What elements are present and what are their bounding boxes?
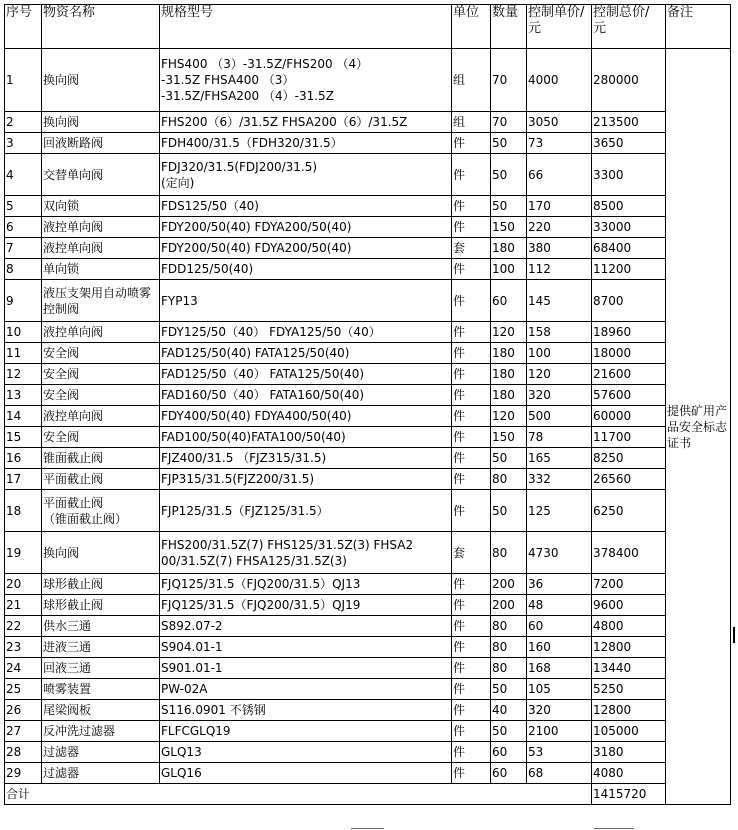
row-seq: 10 bbox=[5, 322, 42, 343]
table-row bbox=[5, 469, 731, 490]
row-unit: 套 bbox=[452, 238, 491, 259]
row-name: 球形截止阀 bbox=[42, 595, 160, 616]
table-row bbox=[5, 700, 731, 721]
row-spec: FAD125/50（40） FATA125/50(40) bbox=[160, 364, 452, 385]
row-total-price: 4080 bbox=[592, 763, 666, 784]
row-qty: 80 bbox=[491, 658, 527, 679]
row-seq: 14 bbox=[5, 406, 42, 427]
row-qty: 60 bbox=[491, 763, 527, 784]
row-unit: 件 bbox=[452, 742, 491, 763]
row-seq: 4 bbox=[5, 154, 42, 196]
row-unit-price: 145 bbox=[527, 280, 592, 322]
row-unit-price: 125 bbox=[527, 490, 592, 532]
row-name: 液控单向阀 bbox=[42, 217, 160, 238]
row-unit-price: 2100 bbox=[527, 721, 592, 742]
row-spec: FDJ320/31.5(FDJ200/31.5) (定向) bbox=[160, 154, 452, 196]
row-qty: 70 bbox=[491, 112, 527, 133]
row-name: 平面截止阀 （锥面截止阀） bbox=[42, 490, 160, 532]
row-unit: 件 bbox=[452, 154, 491, 196]
row-qty: 70 bbox=[491, 49, 527, 112]
row-name: 反冲洗过滤器 bbox=[42, 721, 160, 742]
row-seq: 15 bbox=[5, 427, 42, 448]
row-unit-price: 78 bbox=[527, 427, 592, 448]
row-unit-price: 380 bbox=[527, 238, 592, 259]
row-unit: 件 bbox=[452, 427, 491, 448]
row-name: 双向锁 bbox=[42, 196, 160, 217]
row-qty: 180 bbox=[491, 364, 527, 385]
total-row bbox=[5, 784, 731, 805]
table-body bbox=[5, 49, 731, 805]
row-qty: 40 bbox=[491, 700, 527, 721]
row-name: 球形截止阀 bbox=[42, 574, 160, 595]
row-unit: 件 bbox=[452, 322, 491, 343]
table-row bbox=[5, 133, 731, 154]
row-seq: 9 bbox=[5, 280, 42, 322]
row-unit-price: 3050 bbox=[527, 112, 592, 133]
row-unit: 件 bbox=[452, 469, 491, 490]
table-row bbox=[5, 490, 731, 532]
header-qty: 数量 bbox=[491, 5, 527, 49]
row-seq: 5 bbox=[5, 196, 42, 217]
row-unit: 件 bbox=[452, 595, 491, 616]
row-unit: 件 bbox=[452, 133, 491, 154]
row-spec: FYP13 bbox=[160, 280, 452, 322]
row-spec: FJZ400/31.5 （FJZ315/31.5) bbox=[160, 448, 452, 469]
row-total-price: 9600 bbox=[592, 595, 666, 616]
table-row bbox=[5, 406, 731, 427]
row-spec: FAD125/50(40) FATA125/50(40) bbox=[160, 343, 452, 364]
row-seq: 12 bbox=[5, 364, 42, 385]
row-seq: 11 bbox=[5, 343, 42, 364]
row-unit-price: 36 bbox=[527, 574, 592, 595]
row-total-price: 13440 bbox=[592, 658, 666, 679]
row-seq: 27 bbox=[5, 721, 42, 742]
row-name: 安全阀 bbox=[42, 385, 160, 406]
header-seq: 序号 bbox=[5, 5, 42, 49]
row-unit-price: 73 bbox=[527, 133, 592, 154]
row-qty: 60 bbox=[491, 280, 527, 322]
row-seq: 16 bbox=[5, 448, 42, 469]
row-spec: FJP125/31.5（FJZ125/31.5） bbox=[160, 490, 452, 532]
table-row bbox=[5, 322, 731, 343]
row-seq: 1 bbox=[5, 49, 42, 112]
remarks-cell: 提供矿用产品安全标志证书 bbox=[666, 49, 731, 805]
row-seq: 21 bbox=[5, 595, 42, 616]
row-unit-price: 120 bbox=[527, 364, 592, 385]
row-qty: 60 bbox=[491, 742, 527, 763]
row-total-price: 57600 bbox=[592, 385, 666, 406]
row-unit-price: 4730 bbox=[527, 532, 592, 574]
row-name: 尾梁阀板 bbox=[42, 700, 160, 721]
row-total-price: 8500 bbox=[592, 196, 666, 217]
header-spec: 规格型号 bbox=[160, 5, 452, 49]
row-spec: S904.01-1 bbox=[160, 637, 452, 658]
header-name: 物资名称 bbox=[42, 5, 160, 49]
row-qty: 120 bbox=[491, 322, 527, 343]
row-qty: 50 bbox=[491, 490, 527, 532]
row-spec: FDY200/50(40) FDYA200/50(40) bbox=[160, 217, 452, 238]
row-qty: 80 bbox=[491, 532, 527, 574]
row-qty: 120 bbox=[491, 406, 527, 427]
row-total-price: 12800 bbox=[592, 700, 666, 721]
table-row bbox=[5, 280, 731, 322]
row-name: 液控单向阀 bbox=[42, 322, 160, 343]
row-unit: 件 bbox=[452, 448, 491, 469]
row-qty: 50 bbox=[491, 679, 527, 700]
row-name: 平面截止阀 bbox=[42, 469, 160, 490]
row-unit: 件 bbox=[452, 385, 491, 406]
row-name: 进液三通 bbox=[42, 637, 160, 658]
row-total-price: 6250 bbox=[592, 490, 666, 532]
row-spec: PW-02A bbox=[160, 679, 452, 700]
table-row bbox=[5, 385, 731, 406]
row-unit: 件 bbox=[452, 616, 491, 637]
row-unit-price: 100 bbox=[527, 343, 592, 364]
row-unit-price: 165 bbox=[527, 448, 592, 469]
row-unit: 件 bbox=[452, 259, 491, 280]
row-spec: S116.0901 不锈钢 bbox=[160, 700, 452, 721]
row-name: 换向阀 bbox=[42, 112, 160, 133]
row-unit-price: 4000 bbox=[527, 49, 592, 112]
row-unit: 件 bbox=[452, 574, 491, 595]
table-row bbox=[5, 721, 731, 742]
row-name: 液压支架用自动喷雾控制阀 bbox=[42, 280, 160, 322]
row-total-price: 26560 bbox=[592, 469, 666, 490]
row-name: 喷雾装置 bbox=[42, 679, 160, 700]
row-seq: 22 bbox=[5, 616, 42, 637]
row-seq: 20 bbox=[5, 574, 42, 595]
row-seq: 6 bbox=[5, 217, 42, 238]
table-row bbox=[5, 742, 731, 763]
row-unit: 组 bbox=[452, 112, 491, 133]
row-seq: 29 bbox=[5, 763, 42, 784]
table-row bbox=[5, 364, 731, 385]
row-unit: 件 bbox=[452, 406, 491, 427]
table-row bbox=[5, 763, 731, 784]
row-unit-price: 158 bbox=[527, 322, 592, 343]
row-spec: FJQ125/31.5（FJQ200/31.5）QJ19 bbox=[160, 595, 452, 616]
row-total-price: 21600 bbox=[592, 364, 666, 385]
row-qty: 50 bbox=[491, 196, 527, 217]
total-label: 合计 bbox=[5, 784, 592, 805]
row-total-price: 7200 bbox=[592, 574, 666, 595]
materials-price-table bbox=[4, 4, 731, 805]
row-unit-price: 68 bbox=[527, 763, 592, 784]
row-total-price: 11700 bbox=[592, 427, 666, 448]
header-total-price: 控制总价/ 元 bbox=[592, 5, 666, 49]
row-unit: 件 bbox=[452, 343, 491, 364]
row-qty: 50 bbox=[491, 154, 527, 196]
row-spec: FDY400/50(40) FDYA400/50(40) bbox=[160, 406, 452, 427]
row-seq: 19 bbox=[5, 532, 42, 574]
total-value: 1415720 bbox=[592, 784, 666, 805]
row-unit: 件 bbox=[452, 280, 491, 322]
row-unit-price: 66 bbox=[527, 154, 592, 196]
row-seq: 25 bbox=[5, 679, 42, 700]
row-seq: 23 bbox=[5, 637, 42, 658]
row-spec: FAD100/50(40)FATA100/50(40) bbox=[160, 427, 452, 448]
row-name: 液控单向阀 bbox=[42, 238, 160, 259]
table-row bbox=[5, 574, 731, 595]
row-spec: GLQ16 bbox=[160, 763, 452, 784]
row-spec: FDY200/50(40) FDYA200/50(40) bbox=[160, 238, 452, 259]
row-seq: 26 bbox=[5, 700, 42, 721]
row-unit: 件 bbox=[452, 637, 491, 658]
footer-rule bbox=[594, 828, 634, 829]
row-seq: 24 bbox=[5, 658, 42, 679]
row-name: 回液断路阀 bbox=[42, 133, 160, 154]
table-row bbox=[5, 259, 731, 280]
row-name: 单向锁 bbox=[42, 259, 160, 280]
row-unit-price: 112 bbox=[527, 259, 592, 280]
row-spec: FDD125/50(40) bbox=[160, 259, 452, 280]
row-total-price: 12800 bbox=[592, 637, 666, 658]
table-row bbox=[5, 49, 731, 112]
row-qty: 180 bbox=[491, 385, 527, 406]
row-seq: 13 bbox=[5, 385, 42, 406]
row-name: 供水三通 bbox=[42, 616, 160, 637]
row-seq: 2 bbox=[5, 112, 42, 133]
row-name: 换向阀 bbox=[42, 532, 160, 574]
row-total-price: 105000 bbox=[592, 721, 666, 742]
row-unit: 件 bbox=[452, 196, 491, 217]
row-name: 安全阀 bbox=[42, 364, 160, 385]
table-row bbox=[5, 112, 731, 133]
row-unit: 套 bbox=[452, 532, 491, 574]
header-unit-price: 控制单价/ 元 bbox=[527, 5, 592, 49]
row-total-price: 8250 bbox=[592, 448, 666, 469]
row-total-price: 4800 bbox=[592, 616, 666, 637]
row-qty: 150 bbox=[491, 427, 527, 448]
table-row bbox=[5, 616, 731, 637]
row-unit-price: 160 bbox=[527, 637, 592, 658]
header-remarks: 备注 bbox=[666, 5, 731, 49]
row-name: 锥面截止阀 bbox=[42, 448, 160, 469]
row-qty: 180 bbox=[491, 343, 527, 364]
row-unit: 件 bbox=[452, 763, 491, 784]
row-qty: 200 bbox=[491, 574, 527, 595]
row-spec: GLQ13 bbox=[160, 742, 452, 763]
row-total-price: 378400 bbox=[592, 532, 666, 574]
row-spec: FJP315/31.5(FJZ200/31.5) bbox=[160, 469, 452, 490]
row-spec: FDH400/31.5（FDH320/31.5） bbox=[160, 133, 452, 154]
table-row bbox=[5, 448, 731, 469]
row-name: 安全阀 bbox=[42, 427, 160, 448]
row-unit-price: 170 bbox=[527, 196, 592, 217]
row-unit-price: 168 bbox=[527, 658, 592, 679]
row-name: 安全阀 bbox=[42, 343, 160, 364]
header-unit: 单位 bbox=[452, 5, 491, 49]
row-spec: FAD160/50（40） FATA160/50(40) bbox=[160, 385, 452, 406]
row-total-price: 60000 bbox=[592, 406, 666, 427]
table-row bbox=[5, 196, 731, 217]
row-unit-price: 53 bbox=[527, 742, 592, 763]
row-qty: 50 bbox=[491, 133, 527, 154]
row-total-price: 3650 bbox=[592, 133, 666, 154]
row-total-price: 18960 bbox=[592, 322, 666, 343]
row-spec: FLFCGLQ19 bbox=[160, 721, 452, 742]
table-row bbox=[5, 427, 731, 448]
row-qty: 150 bbox=[491, 217, 527, 238]
row-total-price: 280000 bbox=[592, 49, 666, 112]
row-spec: FDY125/50（40） FDYA125/50（40） bbox=[160, 322, 452, 343]
row-unit: 件 bbox=[452, 364, 491, 385]
table-row bbox=[5, 238, 731, 259]
row-unit: 件 bbox=[452, 658, 491, 679]
row-spec: FHS200（6）/31.5Z FHSA200（6）/31.5Z bbox=[160, 112, 452, 133]
row-unit-price: 48 bbox=[527, 595, 592, 616]
row-total-price: 3300 bbox=[592, 154, 666, 196]
row-total-price: 18000 bbox=[592, 343, 666, 364]
table-row bbox=[5, 658, 731, 679]
row-total-price: 11200 bbox=[592, 259, 666, 280]
row-total-price: 5250 bbox=[592, 679, 666, 700]
header-row bbox=[5, 5, 731, 49]
row-total-price: 8700 bbox=[592, 280, 666, 322]
row-seq: 7 bbox=[5, 238, 42, 259]
row-name: 过滤器 bbox=[42, 763, 160, 784]
table-row bbox=[5, 679, 731, 700]
row-spec: S901.01-1 bbox=[160, 658, 452, 679]
row-unit-price: 500 bbox=[527, 406, 592, 427]
table-row bbox=[5, 532, 731, 574]
row-seq: 8 bbox=[5, 259, 42, 280]
row-seq: 17 bbox=[5, 469, 42, 490]
table-row bbox=[5, 595, 731, 616]
row-total-price: 3180 bbox=[592, 742, 666, 763]
table-row bbox=[5, 343, 731, 364]
row-name: 过滤器 bbox=[42, 742, 160, 763]
row-qty: 50 bbox=[491, 721, 527, 742]
footer-rule bbox=[351, 828, 384, 829]
row-qty: 100 bbox=[491, 259, 527, 280]
row-spec: FJQ125/31.5（FJQ200/31.5）QJ13 bbox=[160, 574, 452, 595]
row-unit-price: 320 bbox=[527, 385, 592, 406]
row-name: 回液三通 bbox=[42, 658, 160, 679]
row-name: 换向阀 bbox=[42, 49, 160, 112]
row-unit-price: 320 bbox=[527, 700, 592, 721]
row-spec: FDS125/50（40) bbox=[160, 196, 452, 217]
row-qty: 80 bbox=[491, 616, 527, 637]
row-unit-price: 332 bbox=[527, 469, 592, 490]
row-qty: 180 bbox=[491, 238, 527, 259]
row-unit: 件 bbox=[452, 217, 491, 238]
page-edge-mark bbox=[733, 627, 735, 643]
row-unit: 件 bbox=[452, 721, 491, 742]
table-row bbox=[5, 637, 731, 658]
row-total-price: 68400 bbox=[592, 238, 666, 259]
row-spec: S892.07-2 bbox=[160, 616, 452, 637]
row-unit: 件 bbox=[452, 679, 491, 700]
row-total-price: 213500 bbox=[592, 112, 666, 133]
row-unit: 件 bbox=[452, 490, 491, 532]
row-qty: 80 bbox=[491, 637, 527, 658]
row-unit-price: 60 bbox=[527, 616, 592, 637]
row-total-price: 33000 bbox=[592, 217, 666, 238]
row-unit: 组 bbox=[452, 49, 491, 112]
row-name: 交替单向阀 bbox=[42, 154, 160, 196]
row-unit-price: 220 bbox=[527, 217, 592, 238]
row-seq: 3 bbox=[5, 133, 42, 154]
row-qty: 50 bbox=[491, 448, 527, 469]
row-spec: FHS200/31.5Z(7) FHS125/31.5Z(3) FHSA2 00/31.5Z(7) FHSA125/31.5Z(3) bbox=[160, 532, 452, 574]
row-name: 液控单向阀 bbox=[42, 406, 160, 427]
row-seq: 18 bbox=[5, 490, 42, 532]
row-seq: 28 bbox=[5, 742, 42, 763]
row-unit-price: 105 bbox=[527, 679, 592, 700]
row-qty: 200 bbox=[491, 595, 527, 616]
table-row bbox=[5, 154, 731, 196]
table-row bbox=[5, 217, 731, 238]
row-spec: FHS400 （3）-31.5Z/FHS200 （4） -31.5Z FHSA400 （3） -31.5Z/FHSA200 （4）-31.5Z bbox=[160, 49, 452, 112]
row-qty: 80 bbox=[491, 469, 527, 490]
row-unit: 件 bbox=[452, 700, 491, 721]
